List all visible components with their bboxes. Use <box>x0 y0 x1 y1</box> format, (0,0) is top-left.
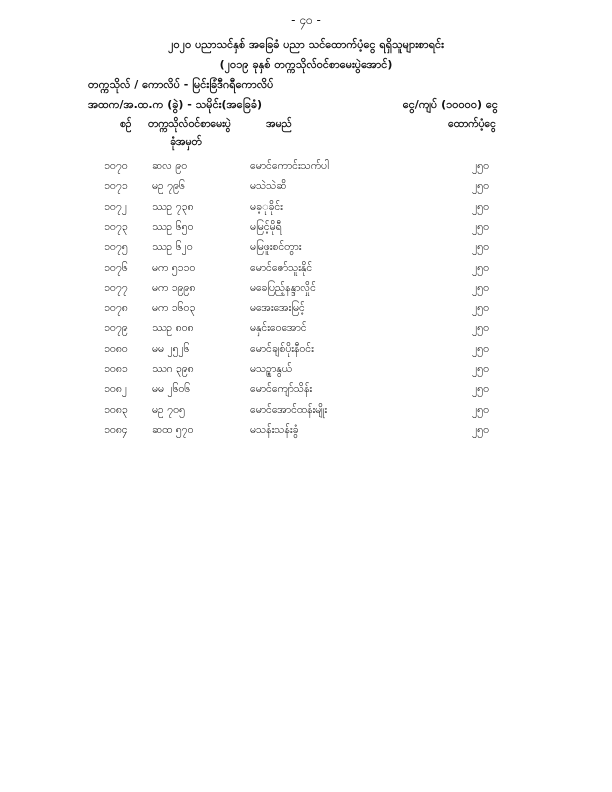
roll-number: မဥ ၇၉၆ <box>152 180 185 193</box>
student-name: မသဉ္စာနွယ် <box>250 363 292 375</box>
column-header-roll-sub: ခုံအမှတ် <box>170 136 202 148</box>
table-row <box>0 160 612 180</box>
row-number: ၁၀၇၆ <box>104 261 128 274</box>
roll-number: မဥ ၇၀၅ <box>152 403 185 416</box>
row-number: ၁၀၇၀ <box>104 160 128 172</box>
row-number: ၁၀၇၅ <box>104 241 128 254</box>
table-row <box>0 302 612 322</box>
student-name: မောင်အောင်ထန်းမျိုး <box>250 403 327 416</box>
roll-number: ဿဥ ၆၅၀ <box>152 220 194 233</box>
student-name: မအေးအေးမြင့် <box>250 302 305 315</box>
amount-value: ၂၅၀ <box>472 403 489 416</box>
table-row <box>0 201 612 221</box>
roll-number: ဿဥ ၈၀၈ <box>152 322 194 335</box>
roll-number: မမ ၂၅၂၆ <box>152 342 190 355</box>
column-header-roll: တက္ကသိုလ်ဝင်စာမေးပွဲ <box>148 118 231 130</box>
amount-value: ၂၅၀ <box>472 423 489 436</box>
table-row <box>0 404 612 424</box>
table-row <box>0 343 612 363</box>
roll-number: မက ၁၆၀၃ <box>152 302 196 315</box>
table-row <box>0 262 612 282</box>
table-row <box>0 424 612 444</box>
row-number: ၁၀၇၃ <box>104 220 128 233</box>
roll-number: ဿဥ ၇၃၈ <box>152 200 194 213</box>
student-name: မခေပြည့်နန္ဒာလှိုင် <box>250 281 316 294</box>
roll-number: ဆထ ၅၇၀ <box>152 423 194 436</box>
table-row <box>0 221 612 241</box>
institution-label: တက္ကသိုလ် / ကောလိပ် - မြင်းခြံဒီဂရီကောလိပ် <box>88 78 274 91</box>
student-name: မသန်းသန်းခွံ <box>250 423 299 436</box>
column-header-name: အမည် <box>266 118 292 130</box>
column-header-no: စဉ် <box>120 118 132 130</box>
row-number: ၁၀၇၁ <box>104 180 128 193</box>
student-name: မသဲသဲဆိ <box>250 180 287 193</box>
row-number: ၁၀၇၈ <box>104 302 128 315</box>
student-name: မမြဖူးစင်တွား <box>250 241 302 254</box>
student-name: မနှင်းဝေအောင် <box>250 322 307 335</box>
amount-value: ၂၅၀ <box>472 363 489 375</box>
page-number: - ၄၀ - <box>291 13 321 27</box>
roll-number: ဆလ ၉၀ <box>152 160 188 172</box>
subject-label: အထက/အ.ထ.က (ခွဲ) - သမိုင်း(အခြေခံ) <box>88 98 263 111</box>
amount-value: ၂၅၀ <box>472 302 489 315</box>
row-number: ၁၀၈၁ <box>104 363 128 375</box>
row-number: ၁၀၈၄ <box>104 423 128 436</box>
roll-number: မက ၁၉၉၈ <box>152 281 196 294</box>
table-row <box>0 282 612 302</box>
amount-value: ၂၅၀ <box>472 220 489 233</box>
row-number: ၁၀၇၂ <box>104 200 127 213</box>
student-name: မောင်ကျော်သိန်း <box>250 383 313 396</box>
roll-number: မမ ၂၆၀၆ <box>152 383 191 396</box>
amount-value: ၂၅၀ <box>472 261 489 274</box>
table-row <box>0 363 612 383</box>
roll-number: ဿဂ ၃၉၈ <box>152 363 194 375</box>
table-row <box>0 180 612 200</box>
amount-value: ၂၅၀ <box>472 281 489 294</box>
amount-value: ၂၅၀ <box>472 200 489 213</box>
row-number: ၁၀၇၇ <box>104 281 128 294</box>
student-name: မခ့ုခိုင်း <box>250 200 283 213</box>
row-number: ၁၀၈၀ <box>104 342 128 355</box>
amount-value: ၂၅၀ <box>472 180 489 193</box>
student-name: မမြင့်မိုရီ <box>250 220 282 233</box>
roll-number: ဿဥ ၆၂၀ <box>152 241 193 254</box>
amount-value: ၂၅၀ <box>472 383 489 396</box>
table-row <box>0 322 612 342</box>
roll-number: မက ၅၁၁၀ <box>152 261 196 274</box>
amount-value: ၂၅၀ <box>472 241 489 254</box>
table-row <box>0 383 612 403</box>
table-row <box>0 241 612 261</box>
student-name: မောင်ကောင်းသက်ပါ <box>250 160 329 172</box>
column-header-amount: ထောက်ပံ့ငွေ <box>448 118 496 130</box>
document-subtitle: (၂၀၁၉ ခုနှစ် တက္ကသိုလ်ဝင်စာမေးပွဲအောင်) <box>219 58 393 71</box>
amount-header: ငွေ/ကျပ် (၁၀၀၀၀) ငွေ <box>402 98 498 111</box>
amount-value: ၂၅၀ <box>472 342 489 355</box>
row-number: ၁၀၈၂ <box>104 383 127 396</box>
row-number: ၁၀၇၉ <box>104 322 128 335</box>
amount-value: ၂၅၀ <box>472 160 489 172</box>
row-number: ၁၀၈၃ <box>104 403 128 416</box>
student-name: မောင်ချစ်ပိုးနီဝင်း <box>250 342 314 355</box>
amount-value: ၂၅၀ <box>472 322 489 335</box>
document-title: ၂၀၂၀ ပညာသင်နှစ် အခြေခံ ပညာ သင်ထောက်ပံ့ငွေ ရရှိသူများစာရင်း <box>168 38 444 51</box>
student-name: မောင်ဇော်သူးနိုင် <box>250 261 313 274</box>
